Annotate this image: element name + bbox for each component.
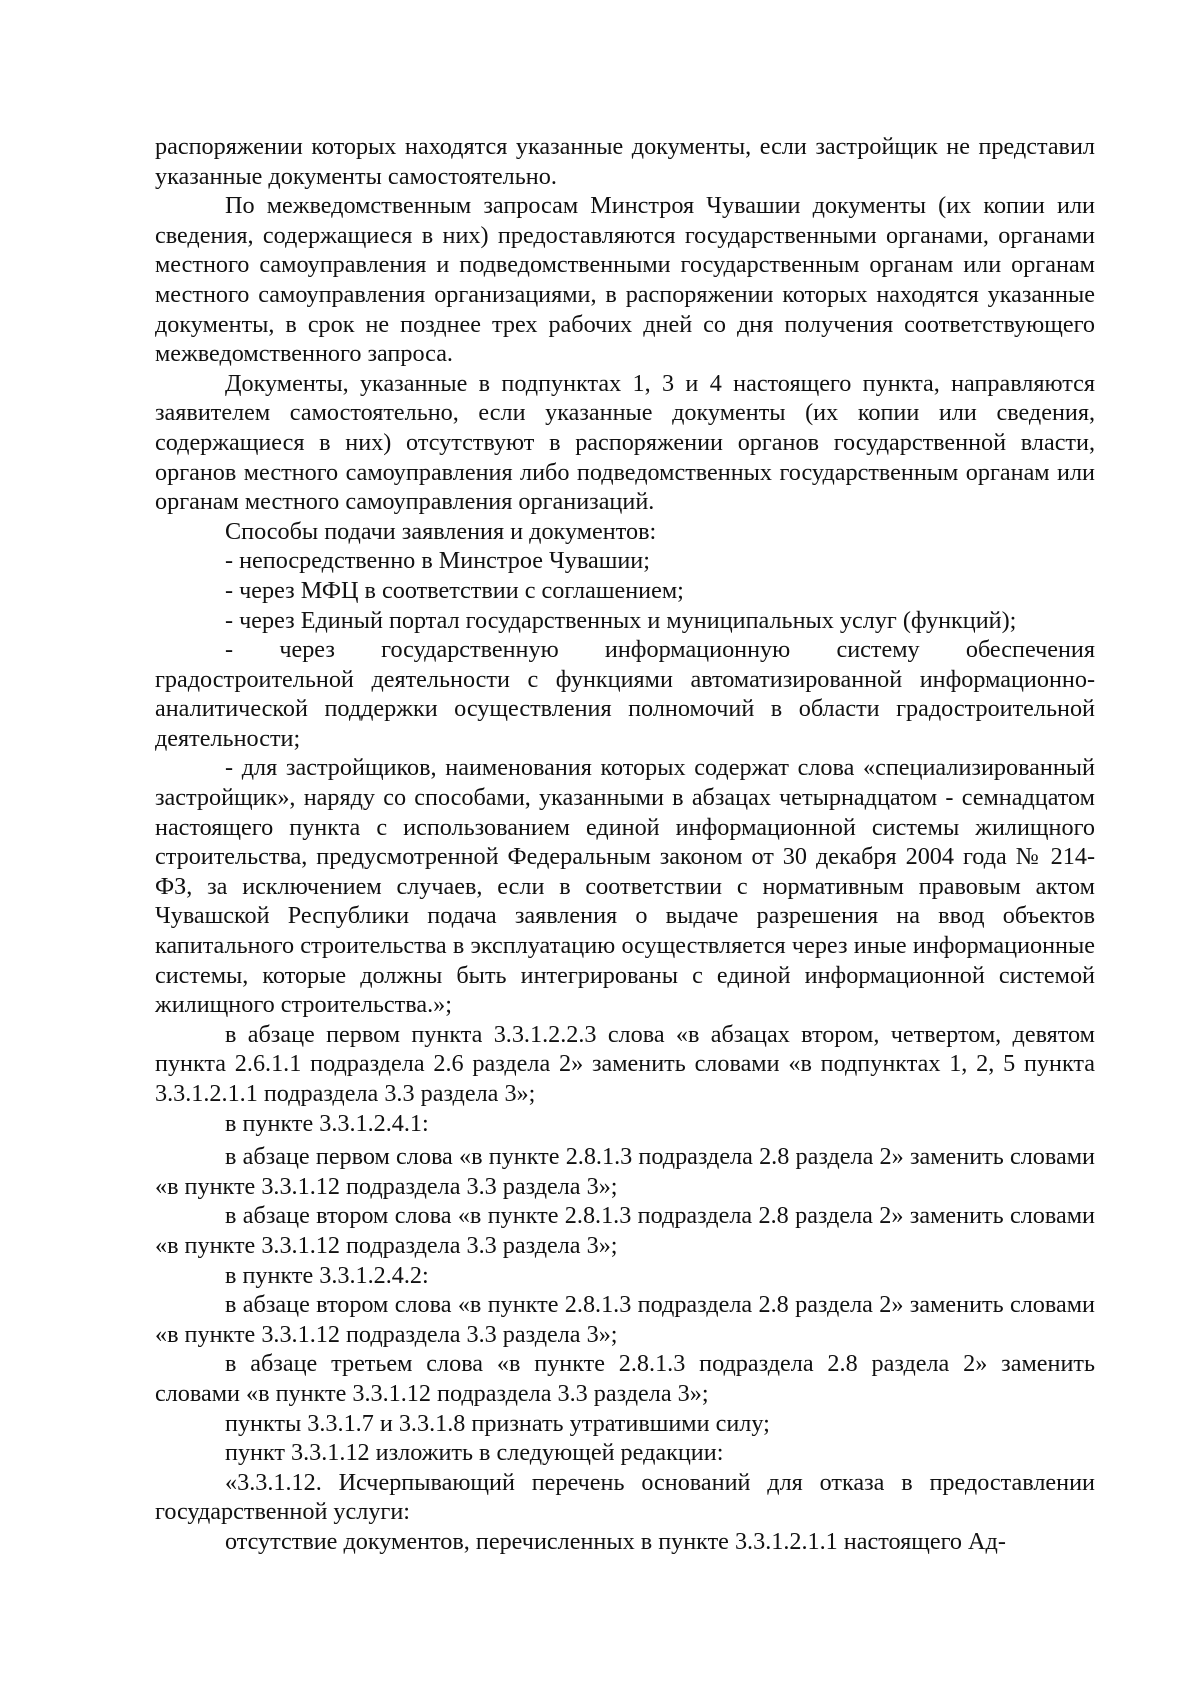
paragraph: «3.3.1.12. Исчерпывающий перечень оснований для отказа в предоставлении государственной услуги: (155, 1468, 1095, 1526)
list-item: - для застройщиков, наименования которых содержат слова «специализированный застройщик», наряду со способами, указанными в абзацах четырнадцатом - семнадцатом настоящего пункта с использованием единой информационной системы жилищного строительства, предусмотренной Федеральным законом от 30 декабря 2004 года № 214-ФЗ, за исключением случаев, если в соответствии с нормативным правовым актом Чувашской Республики подача заявления о выдаче разрешения на ввод объектов капитального строительства в эксплуатацию осуществляется через иные информационные системы, которые должны быть интегрированы с единой информационной системой жилищного строительства.»; (155, 754, 1095, 1019)
paragraph: в абзаце третьем слова «в пункте 2.8.1.3 подраздела 2.8 раздела 2» заменить словами «в пункте 3.3.1.12 подраздела 3.3 раздела 3»; (155, 1350, 1095, 1407)
paragraph: пункт 3.3.1.12 изложить в следующей редакции: (225, 1439, 724, 1467)
paragraph: пункты 3.3.1.7 и 3.3.1.8 признать утратившими силу; (225, 1409, 770, 1437)
paragraph: Способы подачи заявления и документов: (225, 517, 657, 545)
paragraph: в пункте 3.3.1.2.4.1: (225, 1109, 429, 1137)
list-item: - непосредственно в Минстрое Чувашии; (225, 547, 650, 575)
list-item: - через государственную информационную систему обеспечения градостроительной деятельности с функциями автоматизированной информационно-аналитической поддержки осуществления полномочий в области градостроительной деятельности; (155, 636, 1095, 752)
paragraph: По межведомственным запросам Минстроя Чувашии документы (их копии или сведения, содержащиеся в них) предоставляются государственными органами, органами местного самоуправления и подведомственными государственным органам или органам местного самоуправления организациями, в распоряжении которых находятся указанные документы, в срок не позднее трех рабочих дней со дня получения соответствующего межведомственного запроса. (155, 192, 1095, 368)
list-item: - через Единый портал государственных и муниципальных услуг (функций); (225, 606, 1017, 634)
paragraph: в пункте 3.3.1.2.4.2: (225, 1261, 429, 1289)
list-item: - через МФЦ в соответствии с соглашением; (225, 576, 684, 604)
paragraph: отсутствие документов, перечисленных в пункте 3.3.1.2.1.1 настоящего Ад- (225, 1527, 1006, 1555)
paragraph: распоряжении которых находятся указанные документы, если застройщик не представил указанные документы самостоятельно. (155, 133, 1095, 190)
paragraph: в абзаце втором слова «в пункте 2.8.1.3 подраздела 2.8 раздела 2» заменить словами «в пункте 3.3.1.12 подраздела 3.3 раздела 3»; (155, 1202, 1095, 1259)
paragraph: в абзаце первом слова «в пункте 2.8.1.3 подраздела 2.8 раздела 2» заменить словами «в пункте 3.3.1.12 подраздела 3.3 раздела 3»; (155, 1143, 1095, 1200)
paragraph: в абзаце первом пункта 3.3.1.2.2.3 слова «в абзацах втором, четвертом, девятом пункта 2.6.1.1 подраздела 2.6 раздела 2» заменить словами «в подпунктах 1, 2, 5 пункта 3.3.1.2.1.1 подраздела 3.3 раздела 3»; (155, 1020, 1095, 1107)
document-body (155, 132, 1095, 1557)
paragraph: в абзаце втором слова «в пункте 2.8.1.3 подраздела 2.8 раздела 2» заменить словами «в пункте 3.3.1.12 подраздела 3.3 раздела 3»; (155, 1291, 1095, 1348)
paragraph: Документы, указанные в подпунктах 1, 3 и 4 настоящего пункта, направляются заявителем самостоятельно, если указанные документы (их копии или сведения, содержащиеся в них) отсутствуют в распоряжении органов государственной власти, органов местного самоуправления либо подведомственных государственным органам или органам местного самоуправления организаций. (155, 369, 1095, 516)
